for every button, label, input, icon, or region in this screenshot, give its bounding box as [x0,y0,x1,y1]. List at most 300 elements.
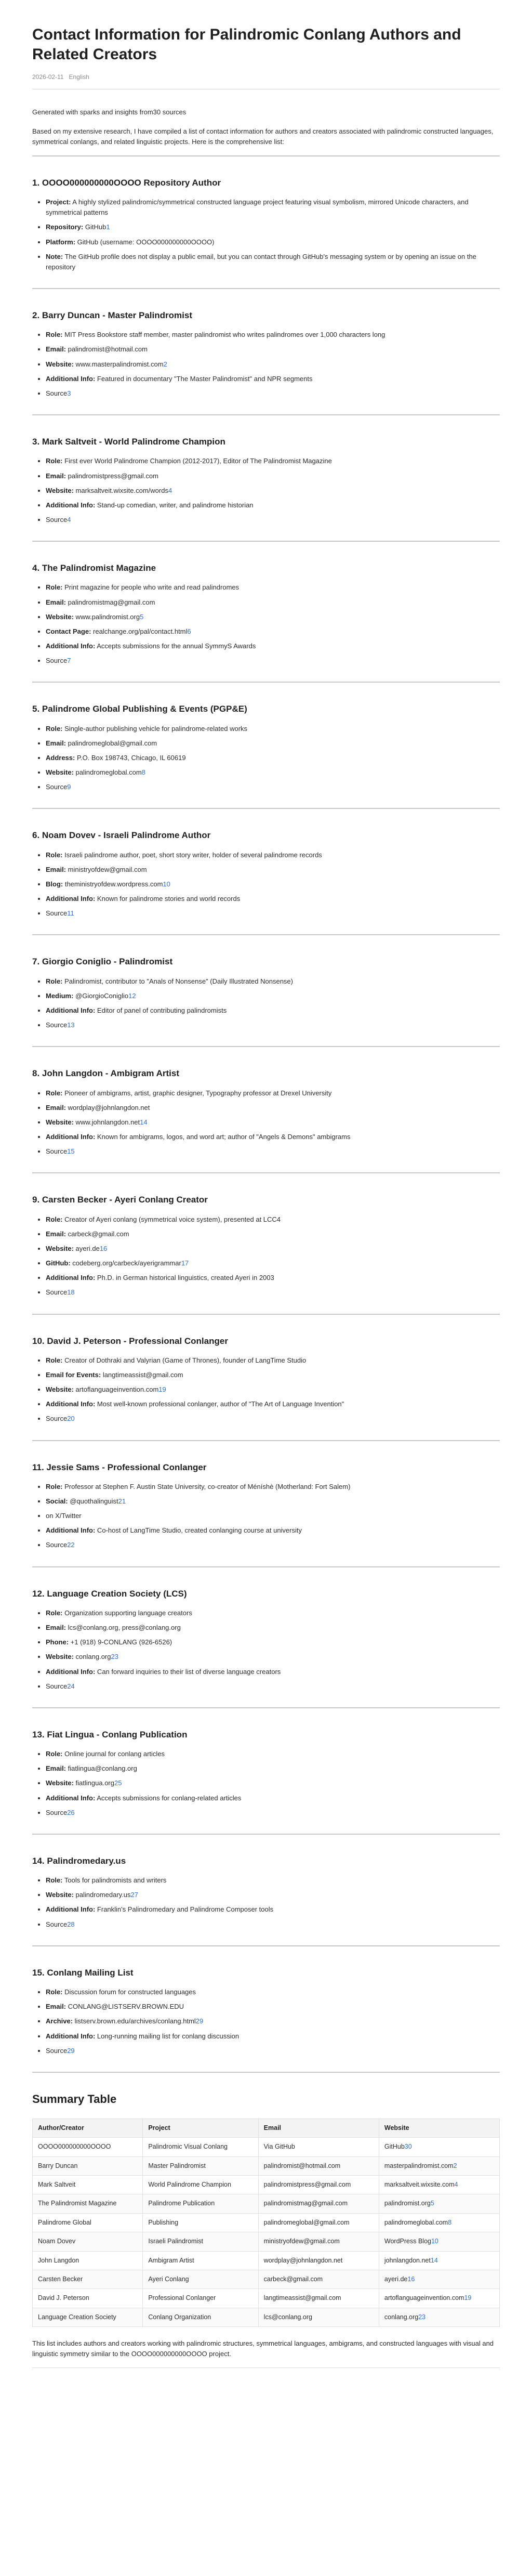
section-heading: 7. Giorgio Coniglio - Palindromist [32,957,173,967]
detail-label: Additional Info: [46,2032,96,2040]
table-cell-author: Noam Dovev [33,2232,143,2251]
detail-list [32,850,500,919]
table-cell-project: Ambigram Artist [143,2251,258,2270]
source-ref-link[interactable]: 2 [453,2162,457,2169]
detail-label: Email: [46,739,66,747]
detail-text: GitHub [83,223,107,231]
source-ref-link[interactable]: 1 [106,223,110,231]
detail-item [46,1525,500,1536]
detail-item [46,738,500,749]
detail-label: Website: [46,1118,74,1126]
detail-text: Source [46,657,68,665]
table-cell-author: The Palindromist Magazine [33,2194,143,2213]
detail-text: artoflanguageinvention.com [73,1385,159,1394]
table-cell-project: Palindromic Visual Conlang [143,2138,258,2156]
detail-list [32,582,500,666]
contact-section [32,1173,500,1313]
website-text: conlang.org [384,2313,419,2321]
detail-label: Website: [46,612,74,621]
detail-item [46,1875,500,1886]
detail-item [46,1763,500,1774]
detail-label: Medium: [46,991,74,1000]
detail-item [46,486,500,496]
detail-label: Website: [46,1779,74,1787]
detail-label: Address: [46,753,75,762]
section-heading: 2. Barry Duncan - Master Palindromist [32,310,192,320]
detail-item [46,1258,500,1269]
contact-section [32,1567,500,1707]
detail-list [32,1875,500,1930]
detail-label: Additional Info: [46,1133,96,1141]
website-text: artoflanguageinvention.com [384,2294,464,2302]
detail-text: Source [46,1147,68,1156]
detail-item [46,1020,500,1030]
table-row [33,2270,500,2289]
detail-item [46,1399,500,1409]
document-page [32,0,500,2389]
table-cell-project: Professional Conlanger [143,2289,258,2308]
table-row [33,2156,500,2175]
table-cell-author: Mark Saltveit [33,2176,143,2194]
detail-item [46,1540,500,1550]
table-row [33,2213,500,2232]
detail-text: Source [46,515,68,524]
detail-label: Platform: [46,238,76,246]
source-ref-link[interactable]: 29 [195,2017,204,2025]
source-ref-link[interactable]: 3 [67,389,71,397]
detail-text: www.masterpalindromist.com [73,360,164,368]
table-cell-author: David J. Peterson [33,2289,143,2308]
detail-label: Email: [46,2003,66,2011]
detail-label: Website: [46,1891,74,1899]
summary-section [32,2073,500,2327]
detail-text: Source [46,1288,68,1297]
detail-label: Role: [46,1988,63,1996]
source-ref-link[interactable]: 16 [99,1244,108,1252]
detail-item [46,1778,500,1788]
detail-item [46,388,500,399]
detail-item [46,1511,500,1521]
source-ref-link[interactable]: 14 [430,2256,438,2264]
detail-item [46,1005,500,1016]
meta-separator [65,73,67,81]
detail-item [46,1652,500,1662]
table-cell-website [379,2138,499,2156]
detail-text: Creator of Dothraki and Valyrian (Game of Thrones), founder of LangTime Studio [62,1356,307,1364]
detail-label: Website: [46,1385,74,1394]
detail-item [46,1370,500,1380]
detail-item [46,1919,500,1930]
contact-sections [32,156,500,2073]
website-text: palindromist.org [384,2200,431,2207]
detail-list [32,1355,500,1424]
detail-label: Archive: [46,2017,73,2025]
detail-item [46,330,500,340]
table-cell-website [379,2176,499,2194]
detail-item [46,782,500,792]
source-ref-link[interactable]: 23 [418,2313,426,2321]
detail-text: Editor of panel of contributing palindromists [95,1006,227,1014]
table-cell-author: John Langdon [33,2251,143,2270]
summary-table [32,2119,500,2327]
detail-item [46,1890,500,1900]
section-heading: 8. John Langdon - Ambigram Artist [32,1068,180,1079]
source-ref-link[interactable]: 15 [67,1147,75,1156]
detail-text: Ph.D. in German historical linguistics, created Ayeri in 2003 [95,1274,274,1282]
section-heading: 1. OOOO000000000OOOO Repository Author [32,177,221,188]
detail-label: Email: [46,345,66,354]
detail-item [46,1608,500,1618]
detail-item [46,1482,500,1492]
website-text: palindromeglobal.com [384,2218,448,2226]
source-ref-link[interactable]: 11 [67,909,74,918]
source-ref-link[interactable]: 17 [181,1259,189,1267]
detail-text: Source [46,389,68,397]
contact-section [32,1047,500,1172]
source-ref-link[interactable]: 10 [431,2238,438,2245]
detail-item [46,515,500,525]
detail-item [46,222,500,232]
table-cell-website [379,2194,499,2213]
detail-item [46,879,500,890]
section-heading: 13. Fiat Lingua - Conlang Publication [32,1729,188,1740]
detail-item [46,1355,500,1366]
table-cell-email: ministryofdew@gmail.com [258,2232,379,2251]
detail-text: Source [46,1682,68,1690]
detail-label: Additional Info: [46,1667,96,1676]
source-ref-link[interactable]: 5 [430,2200,434,2207]
detail-text: @quothalinguist [68,1497,118,1506]
detail-text: Online journal for conlang articles [62,1750,165,1758]
detail-text: Source [46,1021,68,1029]
detail-text: Print magazine for people who write and read palindromes [62,583,240,592]
table-cell-author: Carsten Becker [33,2270,143,2289]
contact-section [32,289,500,414]
contact-section [32,542,500,682]
table-cell-website [379,2213,499,2232]
detail-label: Role: [46,1750,63,1758]
table-cell-email: wordplay@johnlangdon.net [258,2251,379,2270]
detail-text: ayeri.de [73,1244,100,1252]
table-cell-author: Palindrome Global [33,2213,143,2232]
summary-body [33,2138,500,2327]
detail-text: Source [46,1808,68,1816]
table-cell-website [379,2308,499,2326]
source-ref-link[interactable]: 7 [67,657,71,665]
contact-section [32,1835,500,1945]
detail-item [46,1132,500,1142]
detail-label: Website: [46,360,74,368]
detail-text: palindromistpress@gmail.com [66,472,158,480]
detail-text: Discussion forum for constructed languages [62,1988,196,1996]
column-header: Website [379,2119,499,2137]
detail-text: Source [46,1920,68,1928]
detail-text: theministryofdew.wordpress.com [63,880,163,888]
section-heading: 4. The Palindromist Magazine [32,563,156,573]
detail-text: Known for ambigrams, logos, and word art; author of "Angels & Demons" ambigrams [95,1133,351,1141]
source-ref-link[interactable]: 27 [130,1891,138,1899]
detail-text: palindromedary.us [73,1891,131,1899]
detail-label: Blog: [46,880,63,888]
detail-label: Role: [46,583,63,592]
detail-label: Website: [46,1244,74,1252]
detail-text: Accepts submissions for conlang-related articles [95,1794,242,1802]
detail-text: P.O. Box 198743, Chicago, IL 60619 [75,753,186,762]
detail-item [46,1146,500,1157]
source-ref-link[interactable]: 13 [67,1021,75,1029]
detail-label: Additional Info: [46,1526,96,1535]
detail-text: palindromist@hotmail.com [66,345,148,354]
detail-label: Email: [46,598,66,606]
detail-label: Email: [46,1230,66,1238]
language-label: English [69,73,89,81]
detail-text: Stand-up comedian, writer, and palindrome historian [95,501,254,509]
detail-text: Long-running mailing list for conlang discussion [95,2032,240,2040]
detail-item [46,1904,500,1915]
detail-item [46,1287,500,1298]
detail-label: Email: [46,1624,66,1632]
closing-paragraph: This list includes authors and creators working with palindromic structures, symmetrical languages, ambigrams, and constructed languages with visual and linguistic symmetry similar to the OOOO000000000OOOO project. [32,2339,494,2358]
detail-text: MIT Press Bookstore staff member, master palindromist who writes palindromes over 1,000 characters long [62,331,385,339]
detail-item [46,1637,500,1647]
detail-item [46,252,500,272]
table-cell-website [379,2251,499,2270]
table-row [33,2308,500,2326]
contact-section [32,935,500,1046]
detail-text: fiatlingua.org [73,1779,114,1787]
table-cell-project: World Palindrome Champion [143,2176,258,2194]
source-ref-link[interactable]: 25 [114,1779,122,1787]
source-ref-link[interactable]: 18 [67,1288,75,1297]
table-row [33,2251,500,2270]
detail-item [46,500,500,511]
source-ref-link[interactable]: 24 [67,1682,75,1690]
source-ref-link[interactable]: 6 [187,627,191,635]
detail-list [32,456,500,525]
detail-label: Website: [46,486,74,494]
table-cell-author: Language Creation Society [33,2308,143,2326]
detail-label: Email: [46,1764,66,1773]
detail-list [32,1482,500,1551]
detail-text: langtimeassist@gmail.com [101,1370,183,1379]
section-heading: 3. Mark Saltveit - World Palindrome Champion [32,437,225,447]
detail-text: Pioneer of ambigrams, artist, graphic designer, Typography professor at Drexel University [62,1089,332,1097]
detail-item [46,1496,500,1507]
detail-item [46,626,500,637]
source-ref-link[interactable]: 12 [128,991,136,1000]
column-header: Email [258,2119,379,2137]
detail-item [46,1681,500,1692]
website-text: WordPress Blog [384,2238,431,2245]
intro [32,107,500,147]
detail-list [32,330,500,399]
source-ref-link[interactable]: 8 [141,768,145,777]
detail-item [46,850,500,860]
intro-paragraph: Based on my extensive research, I have compiled a list of contact information for authors and creators associated with palindromic constructed languages, symmetrical conlangs, and related linguistic projects. Here is the comprehensive list: [32,127,494,146]
detail-label: Additional Info: [46,1006,96,1014]
detail-item [46,1103,500,1113]
source-ref-link[interactable]: 4 [67,515,71,524]
website-text: GitHub [384,2143,405,2151]
detail-label: Additional Info: [46,501,96,509]
detail-label: Additional Info: [46,1794,96,1802]
source-ref-link[interactable]: 19 [464,2294,472,2302]
source-ref-link[interactable]: 14 [140,1118,148,1126]
detail-text: CONLANG@LISTSERV.BROWN.EDU [66,2003,184,2011]
section-heading: 11. Jessie Sams - Professional Conlanger [32,1462,207,1472]
detail-item [46,456,500,466]
detail-text: www.palindromist.org [73,612,140,621]
section-heading: 5. Palindrome Global Publishing & Events (PGP&E) [32,704,247,714]
table-cell-website [379,2232,499,2251]
detail-item [46,641,500,651]
source-ref-link[interactable]: 22 [67,1541,75,1549]
detail-label: Additional Info: [46,642,96,650]
detail-item [46,344,500,355]
detail-text: Can forward inquiries to their list of diverse language creators [95,1667,281,1676]
section-heading: 6. Noam Dovev - Israeli Palindrome Author [32,830,211,841]
detail-item [46,976,500,987]
source-ref-link[interactable]: 20 [67,1415,75,1423]
section-heading: 15. Conlang Mailing List [32,1967,134,1978]
detail-text: listserv.brown.edu/archives/conlang.html [73,2017,196,2025]
source-ref-link[interactable]: 4 [454,2181,458,2188]
detail-item [46,894,500,904]
section-heading: 14. Palindromedary.us [32,1855,126,1866]
detail-item [46,374,500,384]
detail-text: Source [46,909,68,918]
meta-line [32,72,500,82]
detail-list [32,197,500,272]
detail-text: Franklin's Palindromedary and Palindrome Composer tools [95,1905,274,1914]
table-cell-email: palindromist@hotmail.com [258,2156,379,2175]
source-ref-link[interactable]: 28 [67,1920,75,1928]
detail-item [46,1749,500,1759]
detail-label: Email: [46,865,66,873]
detail-list [32,1608,500,1692]
detail-text: www.johnlangdon.net [73,1118,140,1126]
generated-note: Generated with sparks and insights from30 sources [32,108,187,116]
detail-text: conlang.org [73,1653,111,1661]
detail-label: Project: [46,198,71,206]
detail-text: +1 (918) 9-CONLANG (926-6526) [69,1638,172,1646]
detail-item [46,753,500,763]
detail-label: Additional Info: [46,1274,96,1282]
detail-text: Organization supporting language creators [62,1609,192,1617]
table-row [33,2176,500,2194]
detail-text: palindromeglobal.com [73,768,142,777]
detail-text: Source [46,783,68,791]
summary-heading: Summary Table [32,2092,117,2106]
detail-text: Accepts submissions for the annual SymmyS Awards [95,642,256,650]
table-cell-project: Publishing [143,2213,258,2232]
detail-text: GitHub (username: OOOO000000000OOOO) [75,238,215,246]
table-row [33,2232,500,2251]
detail-label: Contact Page: [46,627,91,635]
detail-item [46,582,500,593]
detail-item [46,1214,500,1225]
source-ref-link[interactable]: 10 [163,880,170,888]
detail-item [46,1244,500,1254]
detail-item [46,1273,500,1283]
source-ref-link[interactable]: 2 [163,360,167,368]
detail-label: Role: [46,1089,63,1097]
table-cell-project: Ayeri Conlang [143,2270,258,2289]
source-ref-link[interactable]: 5 [140,612,144,621]
detail-label: Additional Info: [46,374,96,383]
section-heading: 9. Carsten Becker - Ayeri Conlang Creator [32,1195,208,1205]
column-header: Author/Creator [33,2119,143,2137]
detail-label: Social: [46,1497,68,1506]
source-ref-link[interactable]: 16 [407,2275,415,2283]
page-title: Contact Information for Palindromic Conlang Authors and Related Creators [32,26,461,63]
source-ref-link[interactable]: 26 [67,1808,75,1816]
contact-section [32,1441,500,1566]
table-row [33,2138,500,2156]
source-ref-link[interactable]: 23 [111,1653,118,1661]
detail-text: palindromistmag@gmail.com [66,598,155,606]
table-cell-email: palindromistpress@gmail.com [258,2176,379,2194]
detail-text: wordplay@johnlangdon.net [66,1103,150,1112]
contact-section [32,156,500,288]
source-ref-link[interactable]: 8 [448,2218,452,2226]
summary-header-row [33,2119,500,2137]
detail-text: carbeck@gmail.com [66,1230,129,1238]
detail-item [46,1414,500,1424]
contact-section [32,415,500,541]
detail-item [46,724,500,734]
detail-label: Role: [46,1876,63,1885]
detail-label: Role: [46,1215,63,1223]
detail-label: Role: [46,457,63,465]
detail-text: codeberg.org/carbeck/ayerigrammar [70,1259,181,1267]
detail-item [46,1229,500,1239]
detail-label: Role: [46,724,63,733]
website-text: ayeri.de [384,2275,408,2283]
detail-item [46,908,500,919]
detail-label: Role: [46,331,63,339]
detail-item [46,767,500,778]
detail-item [46,197,500,218]
detail-label: Additional Info: [46,1400,96,1408]
detail-text: Source [46,1415,68,1423]
table-cell-email: lcs@conlang.org [258,2308,379,2326]
detail-item [46,2016,500,2026]
detail-item [46,865,500,875]
section-heading: 12. Language Creation Society (LCS) [32,1588,187,1599]
website-text: masterpalindromist.com [384,2162,454,2169]
source-ref-link[interactable]: 29 [67,2046,75,2055]
source-ref-link[interactable]: 30 [404,2143,412,2151]
detail-list [32,1749,500,1818]
detail-label: Role: [46,977,63,985]
detail-label: Email: [46,1103,66,1112]
source-ref-link[interactable]: 4 [168,486,172,494]
source-ref-link[interactable]: 9 [67,783,71,791]
source-ref-link[interactable]: 19 [158,1385,166,1394]
detail-label: Phone: [46,1638,69,1646]
detail-item [46,2002,500,2012]
contact-section [32,809,500,934]
detail-text: Professor at Stephen F. Austin State University, co-creator of Méníshè (Motherland: Fort Salem) [62,1482,351,1490]
section-heading: 10. David J. Peterson - Professional Conlanger [32,1336,228,1346]
source-ref-link[interactable]: 21 [118,1497,126,1506]
website-text: johnlangdon.net [384,2256,431,2264]
detail-text: The GitHub profile does not display a public email, but you can contact through GitHub's messaging system or by opening an issue on the repository [46,252,476,271]
contact-section [32,1708,500,1834]
detail-list [32,1214,500,1298]
contact-section [32,1315,500,1440]
